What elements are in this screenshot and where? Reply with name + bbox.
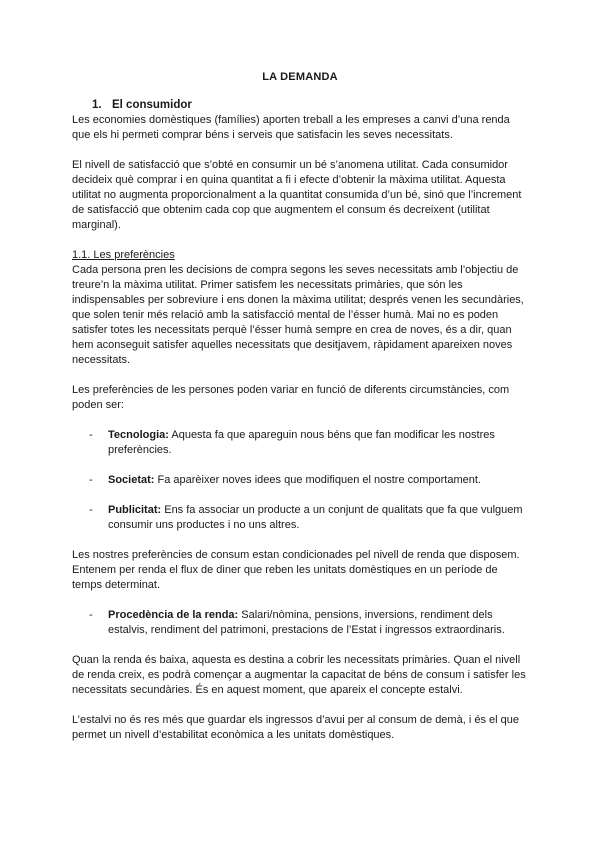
list-item-societat <box>72 473 528 488</box>
list-marker: - <box>89 609 93 621</box>
renda-list <box>72 608 528 638</box>
paragraph-decisions: Cada persona pren les decisions de compra segons les seves necessitats amb l’objectiu de treure’n la màxima utilitat. Primer satisfem les necessitats primàries, que són les indispensables per sobreviure i ens donen la màxima utilitat; després venen les secundàries, que solen tenir més relació amb la satisfacció mental de l’ésser humà. Mai no es poden satisfer totes les necessitats perquè l’ésser humà sempre en crea de noves, és a dir, quan hem aconseguit satisfer aquelles necessitats que desitjavem, ràpidament apareixen noves necessitats. <box>72 264 524 366</box>
section-heading-consumidor <box>72 98 528 113</box>
list-term: Societat: <box>108 474 155 486</box>
document-title: LA DEMANDA <box>262 71 338 83</box>
paragraph-economies: Les economies domèstiques (famílies) aporten treball a les empreses a canvi d’una renda que els hi permeti comprar béns i serveis que satisfacin les seves necessitats. <box>72 114 510 141</box>
section-heading-text: El consumidor <box>112 99 192 111</box>
list-text: Fa aparèixer noves idees que modifiquen el nostre comportament. <box>154 474 481 486</box>
paragraph-renda-baixa: Quan la renda és baixa, aquesta es destina a cobrir les necessitats primàries. Quan el nivell de renda creix, es podrà començar a augmentar la capacitat de béns de consum i satisfer les necessitats secundàries. És en aquest moment, que apareix el concepte estalvi. <box>72 654 526 696</box>
subsection-heading-preferencies: 1.1. Les preferències <box>72 249 175 261</box>
list-marker: - <box>89 504 93 516</box>
list-term: Publicitat: <box>108 504 162 516</box>
list-item-tecnologia <box>72 428 528 458</box>
list-text: Ens fa associar un producte a un conjunt de qualitats que fa que vulguem consumir uns productes i no uns altres. <box>108 504 523 531</box>
paragraph-estalvi: L’estalvi no és res més que guardar els ingressos d’avui per al consum de demà, i és el que permet un nivell d’estabilitat econòmica a les unitats domèstiques. <box>72 714 519 741</box>
list-item-procedencia-renda <box>72 608 528 638</box>
paragraph-utilitat: El nivell de satisfacció que s’obté en consumir un bé s’anomena utilitat. Cada consumidor decideix què comprar i en quina quantitat a fi i efecte d’obtenir la màxima utilitat. Aquesta utilitat no augmenta proporcionalment a la quantitat consumida d’un bé, sinó que l’increment de satisfacció que obtenim cada cop que augmentem el consum és decreixent (utilitat marginal). <box>72 159 522 231</box>
list-marker: - <box>89 429 93 441</box>
list-text: Aquesta fa que apareguin nous béns que fan modificar les nostres preferències. <box>108 429 495 456</box>
list-text: Salari/nòmina, pensions, inversions, rendiment dels estalvis, rendiment del patrimoni, prestacions de l’Estat i ingressos extraordinaris. <box>108 609 505 636</box>
preferences-list <box>72 428 528 533</box>
list-term: Tecnologia: <box>108 429 169 441</box>
list-marker: - <box>89 474 93 486</box>
paragraph-circumstancies: Les preferències de les persones poden variar en funció de diferents circumstàncies, com poden ser: <box>72 384 510 411</box>
list-item-publicitat <box>72 503 528 533</box>
section-number: 1. <box>92 99 102 111</box>
list-term: Procedència de la renda: <box>108 609 239 621</box>
paragraph-renda: Les nostres preferències de consum estan condicionades pel nivell de renda que disposem. Entenem per renda el flux de diner que reben les unitats domèstiques en un període de temps determinat. <box>72 549 520 591</box>
